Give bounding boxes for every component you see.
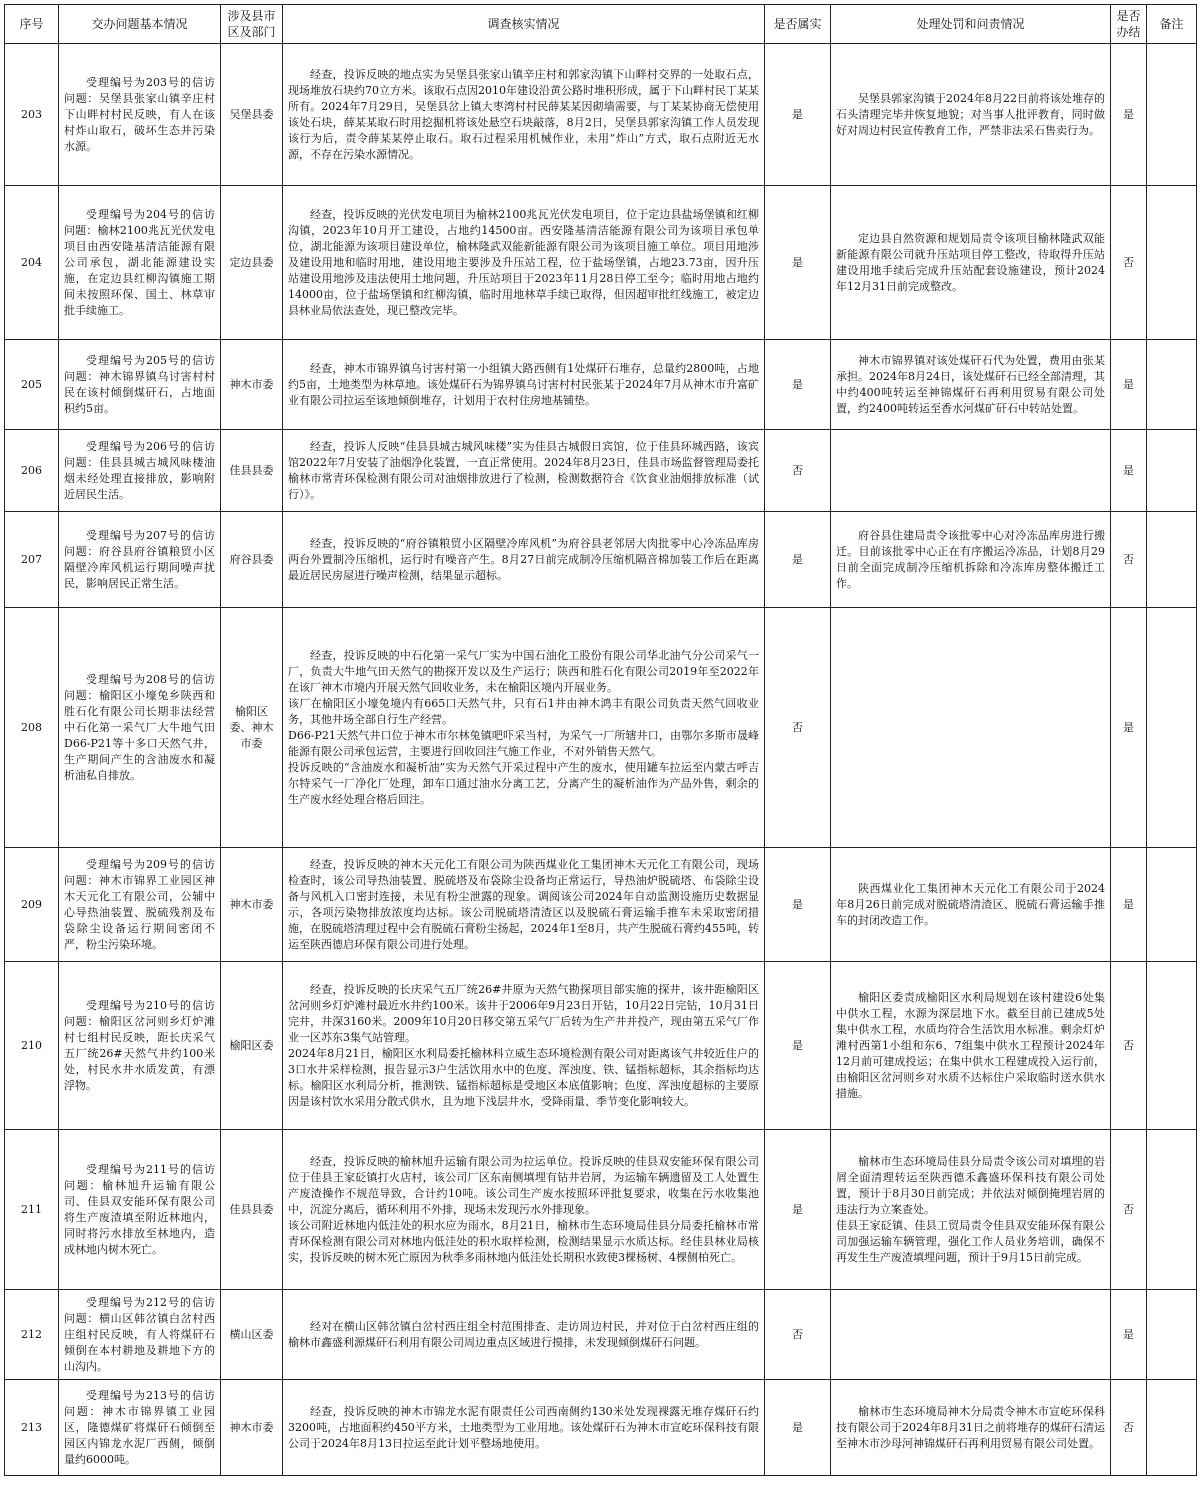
issue-cell: 受理编号为209号的信访问题：神木市锦界工业园区神木天元化工有限公司，公辅中心导热油装置、脱硫残剂及布袋除尘设备运行期间密闭不严，粉尘污染环境。 [59,848,221,962]
dept-cell: 吴堡县委 [221,44,283,186]
note-cell [1147,1380,1197,1476]
table-row [5,1290,1197,1380]
investigation-cell: 经查，投诉反映的神木天元化工有限公司为陕西煤业化工集团神木天元化工有限公司，现场检查时，该公司导热油装置、脱硫塔及布袋除尘设备均正常运行，导热油炉脱硫塔、布袋除尘设备与风机入口密封连接，未见有粉尘泄露的现象。调阅该公司2024年自动监测设施历史数据显示，各项污染物排放浓度均达标。该公司脱硫塔清渣区以及脱硫石膏运输手推车未采取密闭措施，在脱硫塔清理过程中会有脱硫石膏粉尘扬起，2024年1至8月，共产生脱硫石膏约455吨，转运至陕西德启环保有限公司进行处理。 [283,848,765,962]
investigation-cell: 经查，投诉反映的中石化第一采气厂实为中国石油化工股份有限公司华北油气分公司采气一厂，负责大牛地气田天然气的勘探开发以及生产运行；陕西和胜石化有限公司2019年至2022年在该厂神木市境内开展天然气回收业务，未在榆阳区境内开展业务。 该厂在榆阳区小壕兔境内有665口天然气井，只有石1井由神木鸿丰有限公司负责天然气回收业务，其他井场全部自行生产经营。 D66-P21天然气井口位于神木市尔林兔镇吧吓采当村，为采气一厂所辖井口，由鄂尔多斯市晟峰能源有限公司承包运营，主要进行回收回注气施工作业，不对外销售天然气。 投诉反映的“含油废水和凝析油”实为天然气开采过程中产生的废水，使用罐车拉运至内蒙古呼吉尔特采气一厂净化厂处理，卸车口通过油水分离工艺，分离产生的凝析油作为产品外售，剩余的生产废水经处理合格后回注。 [283,608,765,848]
result-cell [831,430,1111,512]
is-done-cell: 是 [1111,430,1147,512]
investigation-cell: 经查，投诉人反映“佳县县城古城风味楼”实为佳县古城假日宾馆，位于佳县环城西路，该宾馆2022年7月安装了油烟净化装置，一直正常使用。2024年8月23日，佳县市场监督管理局委托榆林市常青环保检测有限公司对油烟排放进行了检测，检测数据符合《饮食业油烟排放标准（试行）》。 [283,430,765,512]
table-row [5,44,1197,186]
table-row [5,962,1197,1130]
is-done-cell: 是 [1111,1290,1147,1380]
dept-cell: 横山区委 [221,1290,283,1380]
col-header-dept: 涉及县市区及部门 [221,5,283,44]
note-cell [1147,186,1197,340]
is-done-cell: 否 [1111,186,1147,340]
row-number: 212 [5,1290,59,1380]
note-cell [1147,430,1197,512]
is-true-cell: 否 [765,1290,831,1380]
issue-cell: 受理编号为206号的信访问题：佳县县城古城风味楼油烟未经处理直接排放，影响附近居民生活。 [59,430,221,512]
dept-cell: 榆阳区委、神木市委 [221,608,283,848]
is-done-cell: 是 [1111,340,1147,430]
is-done-cell: 否 [1111,512,1147,608]
dept-cell: 定边县委 [221,186,283,340]
dept-cell: 府谷县委 [221,512,283,608]
result-cell [831,1290,1111,1380]
row-number: 208 [5,608,59,848]
note-cell [1147,1290,1197,1380]
result-cell [831,608,1111,848]
is-true-cell: 否 [765,608,831,848]
table-row [5,512,1197,608]
investigation-cell: 经对在横山区韩岔镇白岔村西庄组全村范围排查、走访周边村民，并对位于白岔村西庄组的榆林市鑫盛利源煤矸石利用有限公司周边重点区域进行摸排，未发现倾倒煤矸石问题。 [283,1290,765,1380]
note-cell [1147,512,1197,608]
investigation-cell: 经查，神木市锦界镇乌讨害村第一小组镇大路西侧有1处煤矸石堆存，总量约2800吨，占地约5亩，土地类型为林草地。该处煤矸石为锦界镇乌讨害村村民张某于2024年7月从神木市升富矿业有限公司拉运至该地倾倒堆存，计划用于农村住房地基铺垫。 [283,340,765,430]
row-number: 213 [5,1380,59,1476]
investigation-cell: 经查，投诉反映的光伏发电项目为榆林2100兆瓦光伏发电项目，位于定边县盐场堡镇和红柳沟镇，2023年10月开工建设，占地约14500亩。西安隆基清洁能源有限公司为该项目承包单位，湖北能源为该项目建设单位，榆林隆武双能新能源有限公司为该项目施工单位。项目用地涉及建设用地和临时用地，建设用地主要涉及升压站工程，位于盐场堡镇，占地23.73亩，因升压站建设用地涉及违法使用土地问题，升压站项目于2023年11月28日停工至今；临时用地占地约14000亩，位于盐场堡镇和红柳沟镇，临时用地林草手续已取得，但因超审批红线施工，被定边县林业局依法查处，现已整改完毕。 [283,186,765,340]
row-number: 206 [5,430,59,512]
note-cell [1147,340,1197,430]
table-row [5,608,1197,848]
issue-cell: 受理编号为212号的信访问题：横山区韩岔镇白岔村西庄组村民反映，有人将煤矸石倾倒在本村耕地及耕地下方的山沟内。 [59,1290,221,1380]
issue-cell: 受理编号为213号的信访问题：神木市锦界镇工业园区，隆德煤矿将煤矸石倾倒至园区内锦龙水泥厂西侧，倾倒量约6000吨。 [59,1380,221,1476]
dept-cell: 神木市委 [221,340,283,430]
is-true-cell: 是 [765,962,831,1130]
investigation-cell: 经查，投诉反映的榆林旭升运输有限公司为拉运单位。投诉反映的佳县双安能环保有限公司位于佳县王家砭镇打火店村，该公司厂区东南侧填埋有钻井岩屑，为运输车辆遗留及工人处置生产废渣操作不规范导致，合计约10吨。该公司生产废水按照环评批复要求，收集在污水收集池中，沉淀分离后，循环利用不外排，现场未发现污水外排现象。 该公司附近林地内低洼处的积水应为雨水，8月21日，榆林市生态环境局佳县分局委托榆林市常青环保检测有限公司对林地内低洼处的积水取样检测，检测结果显示水质达标。经佳县林业局核实，投诉反映的树木死亡原因为秋季多雨林地内低洼处长期积水致使3棵杨树、4棵侧柏死亡。 [283,1130,765,1290]
note-cell [1147,1130,1197,1290]
table-row [5,848,1197,962]
issue-cell: 受理编号为203号的信访问题：吴堡县张家山镇辛庄村下山畔村村民反映，有人在该村炸山取石，破坏生态并污染水源。 [59,44,221,186]
table-row [5,340,1197,430]
investigation-cell: 经查，投诉反映的长庆采气五厂统26#井原为天然气勘探项目部实施的探井，该井距榆阳区岔河则乡灯炉滩村最近水井约100米。该井于2006年9月23日开钻，10月22日完钻，10月31日完井，井深3160米。2009年10月20日移交第五采气厂后转为生产井并投产，现由第五采气厂作业一区苏东3集气站管理。 2024年8月21日，榆阳区水利局委托榆林科立威生态环境检测有限公司对距离该气井较近住户的3口水井采样检测，报告显示3户生活饮用水中的色度、浑浊度、铁、锰指标超标，其余指标均达标。榆阳区水利局分析，推测铁、锰指标超标是受地区本底值影响；色度、浑浊度超标的主要原因是该村饮水采用分散式供水，且为地下浅层井水，受降雨量、季节变化影响较大。 [283,962,765,1130]
row-number: 204 [5,186,59,340]
is-done-cell: 否 [1111,962,1147,1130]
result-cell: 榆林市生态环境局神木分局责令神木市宣屹环保科技有限公司于2024年8月31日之前将堆存的煤矸石清运至神木市沙母河神锦煤矸石再利用贸易有限公司处置。 [831,1380,1111,1476]
note-cell [1147,44,1197,186]
is-done-cell: 否 [1111,1380,1147,1476]
case-table [4,4,1197,1476]
table-row [5,430,1197,512]
issue-cell: 受理编号为204号的信访问题：榆林2100兆瓦光伏发电项目由西安隆基清洁能源有限公司承包，湖北能源建设实施，在定边县红柳沟镇施工期间未按照环保、国土、林草审批手续施工。 [59,186,221,340]
is-done-cell: 是 [1111,44,1147,186]
is-true-cell: 是 [765,1380,831,1476]
note-cell [1147,848,1197,962]
issue-cell: 受理编号为211号的信访问题：榆林旭升运输有限公司、佳县双安能环保有限公司将生产废渣填至附近林地内，同时将污水排放至林地内，造成林地内树木死亡。 [59,1130,221,1290]
dept-cell: 佳县县委 [221,1130,283,1290]
note-cell [1147,962,1197,1130]
col-header-done: 是否办结 [1111,5,1147,44]
dept-cell: 神木市委 [221,848,283,962]
dept-cell: 榆阳区委 [221,962,283,1130]
is-done-cell: 否 [1111,1130,1147,1290]
row-number: 209 [5,848,59,962]
header-row [5,5,1197,44]
is-true-cell: 是 [765,848,831,962]
row-number: 207 [5,512,59,608]
is-true-cell: 是 [765,186,831,340]
result-cell: 吴堡县郭家沟镇于2024年8月22日前将该处堆存的石头清理完毕并恢复地貌；对当事人批评教育，同时做好对周边村民宣传教育工作，严禁非法采石售卖行为。 [831,44,1111,186]
col-header-no: 序号 [5,5,59,44]
row-number: 203 [5,44,59,186]
row-number: 210 [5,962,59,1130]
is-true-cell: 是 [765,44,831,186]
col-header-result: 处理处罚和问责情况 [831,5,1111,44]
dept-cell: 神木市委 [221,1380,283,1476]
is-true-cell: 是 [765,512,831,608]
issue-cell: 受理编号为205号的信访问题：神木锦界镇乌讨害村村民在该村倾倒煤矸石，占地面积约5亩。 [59,340,221,430]
result-cell: 陕西煤业化工集团神木天元化工有限公司于2024年8月26日前完成对脱硫塔清渣区、脱硫石膏运输手推车的封闭改造工作。 [831,848,1111,962]
col-header-issue: 交办问题基本情况 [59,5,221,44]
is-true-cell: 否 [765,430,831,512]
row-number: 205 [5,340,59,430]
is-true-cell: 是 [765,340,831,430]
investigation-cell: 经查，投诉反映的“府谷镇粮贸小区隔壁冷库风机”为府谷县老邻居大肉批零中心冷冻品库房两台外置制冷压缩机，运行时有噪音产生。8月27日前完成制冷压缩机隔音棉加装工作后在距离最近居民房屋进行噪声检测，结果显示超标。 [283,512,765,608]
table-row [5,1130,1197,1290]
issue-cell: 受理编号为208号的信访问题：榆阳区小壕兔乡陕西和胜石化有限公司长期非法经营中石化第一采气厂大牛地气田D66-P21等十多口天然气井，生产期间产生的含油废水和凝析油私自排放。 [59,608,221,848]
is-done-cell: 是 [1111,608,1147,848]
col-header-investigation: 调查核实情况 [283,5,765,44]
result-cell: 府谷县住建局责令该批零中心对冷冻品库房进行搬迁。目前该批零中心正在有序搬运冷冻品，计划8月29日前全面完成制冷压缩机拆除和冷冻库房整体搬迁工作。 [831,512,1111,608]
issue-cell: 受理编号为207号的信访问题：府谷县府谷镇粮贸小区隔壁冷库风机运行期间噪声扰民，影响居民正常生活。 [59,512,221,608]
col-header-note: 备注 [1147,5,1197,44]
issue-cell: 受理编号为210号的信访问题：榆阳区岔河则乡灯炉滩村七组村民反映，距长庆采气五厂统26#天然气井约100米处，村民水井水质发黄，有漂浮物。 [59,962,221,1130]
table-row [5,186,1197,340]
result-cell: 榆阳区委责成榆阳区水利局规划在该村建设6处集中供水工程，水源为深层地下水。截至目前已建成5处集中供水工程，水质均符合生活饮用水标准。剩余灯炉滩村西第1小组和东6、7组集中供水工程预计2024年12月前可建成投运；在集中供水工程建成投入运行前，由榆阳区岔河则乡对水质不达标住户采取临时送水供水措施。 [831,962,1111,1130]
is-done-cell: 是 [1111,848,1147,962]
col-header-true: 是否属实 [765,5,831,44]
investigation-cell: 经查，投诉反映的地点实为吴堡县张家山镇辛庄村和郭家沟镇下山畔村交界的一处取石点，现场堆放石块约70立方米。该取石点因2010年建设沿黄公路时堆积形成，属于下山畔村民丁某某所有。2024年7月29日，吴堡县岔上镇大枣湾村村民薛某某因砌墙需要，与丁某某协商无偿使用该处石块，薛某某取石时用挖掘机将该处悬空石块敲落，8月2日，吴堡县郭家沟镇工作人员发现该行为后，责令薛某某停止取石。取石过程采用机械作业，未用“炸山”方式，取石点附近无水源，不存在污染水源情况。 [283,44,765,186]
dept-cell: 佳县县委 [221,430,283,512]
note-cell [1147,608,1197,848]
result-cell: 神木市锦界镇对该处煤矸石代为处置，费用由张某承担。2024年8月24日，该处煤矸石已经全部清理，其中约400吨转运至神锦煤矸石再利用贸易有限公司处置，约2400吨转运至香水河煤矿矸石中转站处置。 [831,340,1111,430]
investigation-cell: 经查，投诉反映的神木市锦龙水泥有限责任公司西南侧约130米处发现裸露无堆存煤矸石约3200吨，占地面积约450平方米，土地类型为工业用地。该处煤矸石为神木市宣屹环保科技有限公司于2024年8月13日拉运至此计划平整场地使用。 [283,1380,765,1476]
result-cell: 定边县自然资源和规划局责令该项目榆林隆武双能新能源有限公司就升压站项目停工整改，待取得升压站建设用地手续后完成升压站配套设施建设，预计2024年12月31日前完成整改。 [831,186,1111,340]
row-number: 211 [5,1130,59,1290]
result-cell: 榆林市生态环境局佳县分局责令该公司对填埋的岩屑全面清理转运至陕西德禾鑫盛环保科技有限公司处置，预计于8月30日前完成；并依法对倾倒掩埋岩屑的违法行为立案查处。 佳县王家砭镇、佳县工贸局责令佳县双安能环保有限公司加强运输车辆管理，强化工作人员业务培训，确保不再发生生产废渣填埋问题，预计于9月15日前完成。 [831,1130,1111,1290]
table-row [5,1380,1197,1476]
is-true-cell: 是 [765,1130,831,1290]
